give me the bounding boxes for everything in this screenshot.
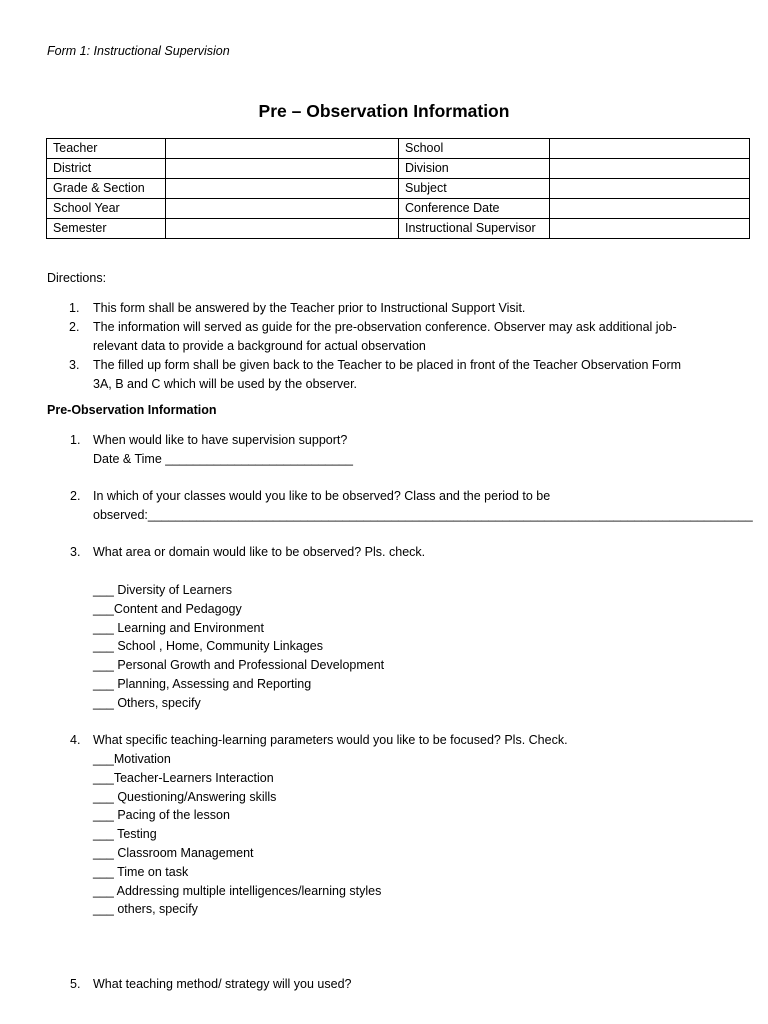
label-school: School <box>399 139 550 159</box>
checklist-item[interactable]: ___ Addressing multiple intelligences/learning styles <box>93 883 382 898</box>
question-1 <box>70 431 720 469</box>
section-heading: Pre-Observation Information <box>47 403 217 417</box>
question-5 <box>70 975 720 994</box>
field-instructional-supervisor[interactable] <box>550 219 750 239</box>
checklist-item[interactable]: ___ Time on task <box>93 864 189 879</box>
question-text: In which of your classes would you like to be observed? Class and the period to be <box>93 489 551 503</box>
field-school-year[interactable] <box>166 199 399 219</box>
checklist-item[interactable]: ___Motivation <box>93 752 171 766</box>
label-division: Division <box>399 159 550 179</box>
parameter-options <box>93 750 381 919</box>
label-district: District <box>47 159 166 179</box>
item-text-continued: relevant data to provide a background for actual observation <box>93 339 426 353</box>
question-text: What area or domain would like to be observed? Pls. check. <box>93 545 426 559</box>
observed-class-field[interactable]: observed:_______________________________________________________________________________________ <box>93 508 753 522</box>
list-item <box>47 318 717 356</box>
field-district[interactable] <box>166 159 399 179</box>
checklist-item[interactable]: ___ Testing <box>93 827 157 842</box>
date-time-field[interactable]: Date & Time ___________________________ <box>93 452 353 466</box>
checklist-item[interactable]: ___ Personal Growth and Professional Development <box>93 658 385 673</box>
table-row <box>47 219 750 239</box>
label-teacher: Teacher <box>47 139 166 159</box>
question-number: 4. <box>70 733 81 747</box>
item-text: The information will served as guide for the pre-observation conference. Observer may ask additional job- <box>93 320 677 334</box>
label-conference-date: Conference Date <box>399 199 550 219</box>
question-text: What teaching method/ strategy will you used? <box>93 977 352 991</box>
question-2 <box>70 487 753 525</box>
label-semester: Semester <box>47 219 166 239</box>
directions-list <box>47 299 717 394</box>
question-text: When would like to have supervision support? <box>93 433 348 447</box>
domain-options <box>93 581 384 713</box>
field-school[interactable] <box>550 139 750 159</box>
label-grade-section: Grade & Section <box>47 179 166 199</box>
table-row <box>47 199 750 219</box>
field-semester[interactable] <box>166 219 399 239</box>
question-number: 2. <box>70 489 81 503</box>
checklist-item[interactable]: ___ others, specify <box>93 902 198 917</box>
checklist-item[interactable]: ___ Questioning/Answering skills <box>93 789 277 804</box>
question-number: 1. <box>70 433 81 447</box>
item-number: 3. <box>69 358 80 372</box>
field-grade-section[interactable] <box>166 179 399 199</box>
item-number: 1. <box>69 301 80 315</box>
field-conference-date[interactable] <box>550 199 750 219</box>
list-item <box>47 356 717 394</box>
checklist-item[interactable]: ___ Planning, Assessing and Reporting <box>93 676 312 691</box>
checklist-item[interactable]: ___ Others, specify <box>93 695 201 710</box>
field-division[interactable] <box>550 159 750 179</box>
field-subject[interactable] <box>550 179 750 199</box>
directions-heading: Directions: <box>47 271 107 285</box>
form-label: Form 1: Instructional Supervision <box>47 44 230 58</box>
item-text-continued: 3A, B and C which will be used by the observer. <box>93 377 358 391</box>
question-4 <box>70 731 720 750</box>
label-subject: Subject <box>399 179 550 199</box>
question-number: 3. <box>70 545 81 559</box>
checklist-item[interactable]: ___ Classroom Management <box>93 845 254 860</box>
item-text: This form shall be answered by the Teacher prior to Instructional Support Visit. <box>93 301 526 315</box>
list-item <box>47 299 717 318</box>
page-title: Pre – Observation Information <box>258 101 510 121</box>
checklist-item[interactable]: ___ School , Home, Community Linkages <box>93 639 323 654</box>
question-text: What specific teaching-learning parameters would you like to be focused? Pls. Check. <box>93 733 568 747</box>
info-table <box>46 138 750 239</box>
checklist-item[interactable]: ___ Learning and Environment <box>93 620 264 635</box>
label-school-year: School Year <box>47 199 166 219</box>
label-instructional-supervisor: Instructional Supervisor <box>399 219 550 239</box>
checklist-item[interactable]: ___Teacher-Learners Interaction <box>93 770 274 785</box>
item-number: 2. <box>69 320 80 334</box>
checklist-item[interactable]: ___ Diversity of Learners <box>93 583 232 597</box>
field-teacher[interactable] <box>166 139 399 159</box>
table-row <box>47 139 750 159</box>
question-3 <box>70 543 720 562</box>
checklist-item[interactable]: ___ Pacing of the lesson <box>93 808 230 823</box>
question-number: 5. <box>70 977 81 991</box>
table-row <box>47 179 750 199</box>
checklist-item[interactable]: ___Content and Pedagogy <box>93 601 242 616</box>
item-text: The filled up form shall be given back to the Teacher to be placed in front of the Teacher Observation Form <box>93 358 682 372</box>
table-row <box>47 159 750 179</box>
